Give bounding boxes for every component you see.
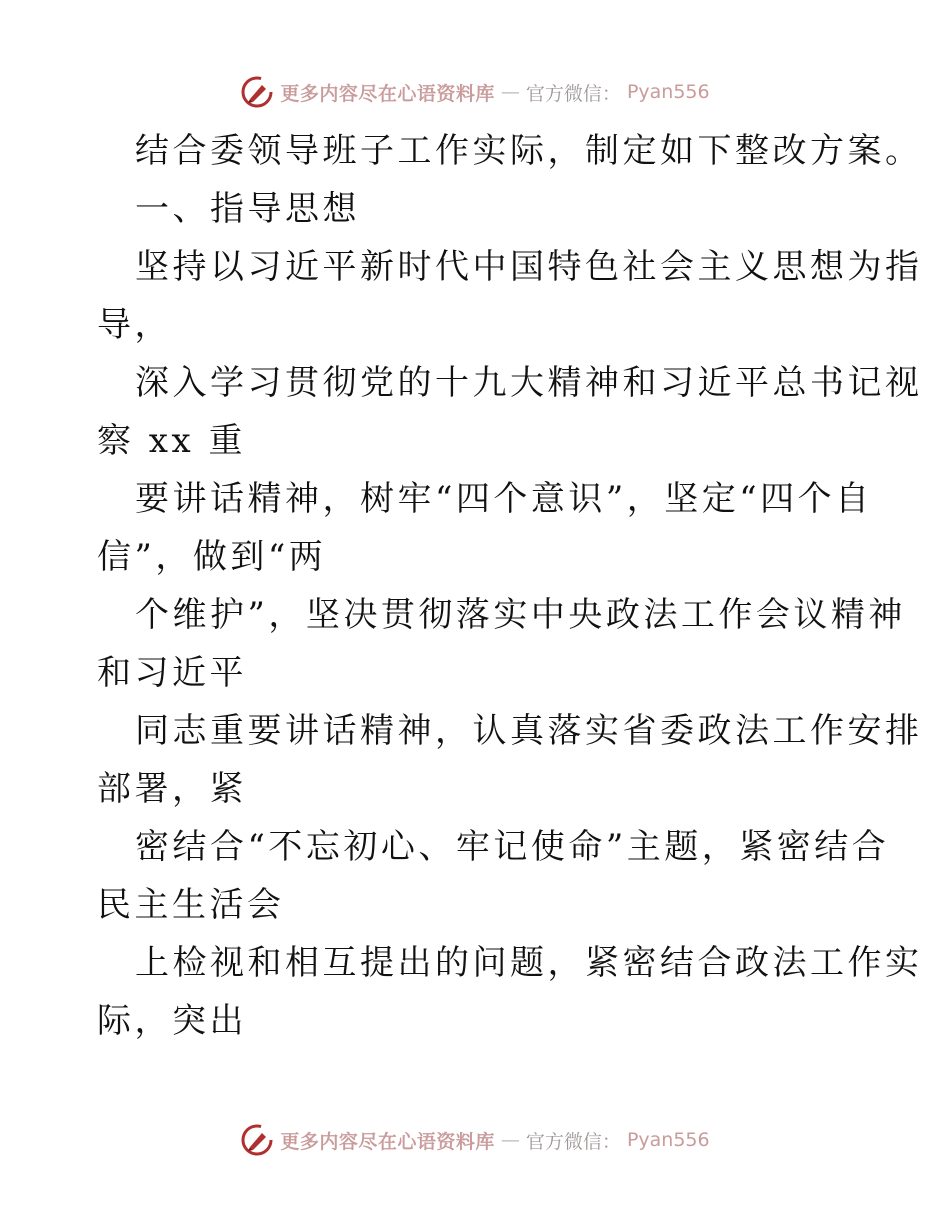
banner-separator: — (500, 81, 520, 103)
document-line: 导， (97, 305, 172, 345)
document-line: 一、指导思想 (135, 189, 360, 229)
footer-banner[interactable] (0, 1120, 950, 1160)
banner-separator: — (500, 1129, 520, 1151)
document-line: 密结合“不忘初心、牢记使命”主题，紧密结合 (135, 827, 890, 867)
banner-official-label: 官方微信： (525, 82, 621, 105)
document-line: 际，突出 (97, 1001, 247, 1041)
pen-nib-logo-icon (240, 1123, 274, 1157)
document-line: 部署，紧 (97, 769, 247, 809)
document-line: 信”，做到“两 (97, 537, 327, 577)
pen-nib-logo-icon (240, 75, 274, 109)
document-line: 上检视和相互提出的问题，紧密结合政法工作实 (135, 943, 923, 983)
document-line: 和习近平 (97, 653, 247, 693)
document-line: 坚持以习近平新时代中国特色社会主义思想为指 (135, 247, 923, 287)
banner-account-id: Pyan556 (626, 81, 710, 103)
banner-account-id: Pyan556 (626, 1129, 710, 1151)
banner-text: 更多内容尽在心语资料库 (280, 82, 495, 105)
document-line: 察 xx 重 (97, 421, 246, 461)
document-line: 结合委领导班子工作实际，制定如下整改方案。 (135, 131, 923, 171)
header-banner[interactable] (0, 72, 950, 112)
document-line: 个维护”，坚决贯彻落实中央政法工作会议精神 (135, 595, 906, 635)
document-line: 深入学习贯彻党的十九大精神和习近平总书记视 (135, 363, 923, 403)
document-line: 要讲话精神，树牢“四个意识”，坚定“四个自 (135, 479, 873, 519)
document-line: 同志重要讲话精神，认真落实省委政法工作安排 (135, 711, 923, 751)
document-body (97, 122, 923, 1050)
banner-text: 更多内容尽在心语资料库 (280, 1130, 495, 1153)
banner-official-label: 官方微信： (525, 1130, 621, 1153)
document-line: 民主生活会 (97, 885, 285, 925)
